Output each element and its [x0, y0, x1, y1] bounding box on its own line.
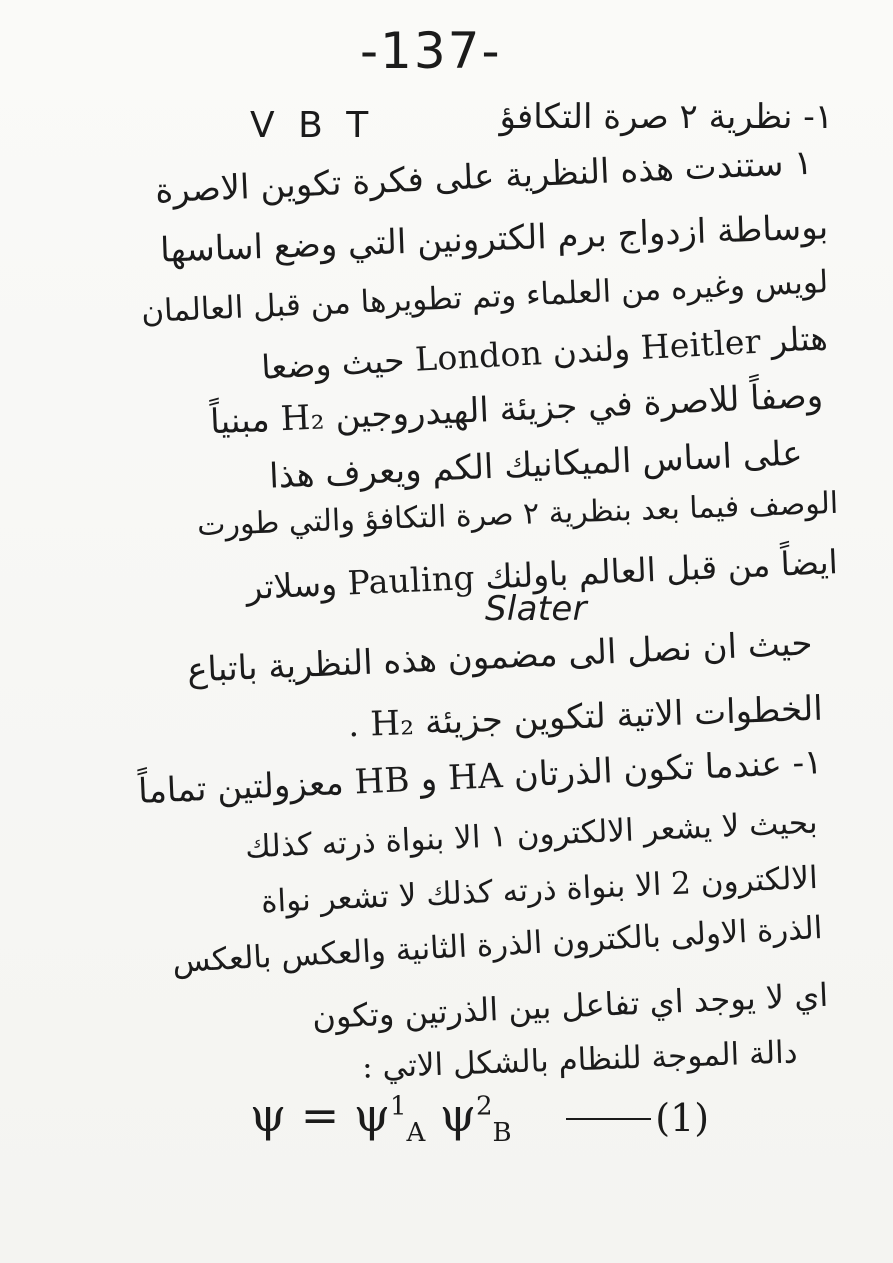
text-line: على اساس الميكانيك الكم ويعرف هذا — [268, 433, 804, 497]
equation-number: (1) — [655, 1096, 710, 1140]
text-line: بحيث لا يشعر الالكترون ١ الا بنواة ذرته كذلك — [244, 804, 819, 866]
text-line: ايضاً من قبل العالم باولنك Pauling وسلاتر — [245, 542, 839, 607]
psi-a: ψ — [353, 1088, 390, 1142]
text-line: لويس وغيره من العلماء وتم تطويرها من قبل العالمان — [140, 264, 829, 330]
heading-arabic: ١- نظرية ٢ صرة التكافؤ — [499, 97, 833, 137]
text-line: هتلر Heitler ولندن London حيث وضعا — [260, 318, 829, 387]
psi-symbol: ψ — [250, 1088, 287, 1142]
text-line: الخطوات الاتية لتكوين جزيئة H₂ . — [347, 688, 824, 746]
text-line: اي لا يوجد اي تفاعل بين الذرتين وتكون — [311, 975, 829, 1037]
page-number: -137- — [360, 22, 502, 80]
text-line: الذرة الاولى بالكترون الذرة الثانية والعكس بالعكس — [171, 909, 824, 981]
text-line: حيث ان نصل الى مضمون هذه النظرية باتباع — [186, 623, 814, 691]
subscript-b: B — [492, 1118, 512, 1149]
text-line: Slater — [485, 589, 587, 629]
text-line: وصفاً للاصرة في جزيئة الهيدروجين H₂ مبنياً — [209, 375, 824, 443]
text-line: دالة الموجة للنظام بالشكل الاتي : — [361, 1034, 799, 1086]
psi-b: ψ — [439, 1088, 476, 1142]
text-line: بوساطة ازدواج برم الكترونين التي وضع اساسها — [159, 207, 829, 271]
wave-function-formula — [250, 1088, 709, 1148]
text-line: ١- عندما تكون الذرتان HA و HB معزولتين تماماً — [137, 742, 824, 812]
superscript-a: 1 — [389, 1091, 407, 1122]
equation-leader-line — [566, 1118, 651, 1120]
superscript-b: 2 — [475, 1091, 493, 1122]
text-line: الوصف فيما بعد بنظرية ٢ صرة التكافؤ والتي طورت — [196, 485, 839, 544]
equals-sign: = — [300, 1088, 340, 1142]
heading-abbreviation: V B T — [250, 105, 375, 146]
text-line: ١ ستندت هذه النظرية على فكرة تكوين الاصرة — [154, 142, 814, 212]
text-line: الالكترون 2 الا بنواة ذرته كذلك لا تشعر نواة — [260, 859, 819, 921]
subscript-a: A — [406, 1118, 426, 1149]
